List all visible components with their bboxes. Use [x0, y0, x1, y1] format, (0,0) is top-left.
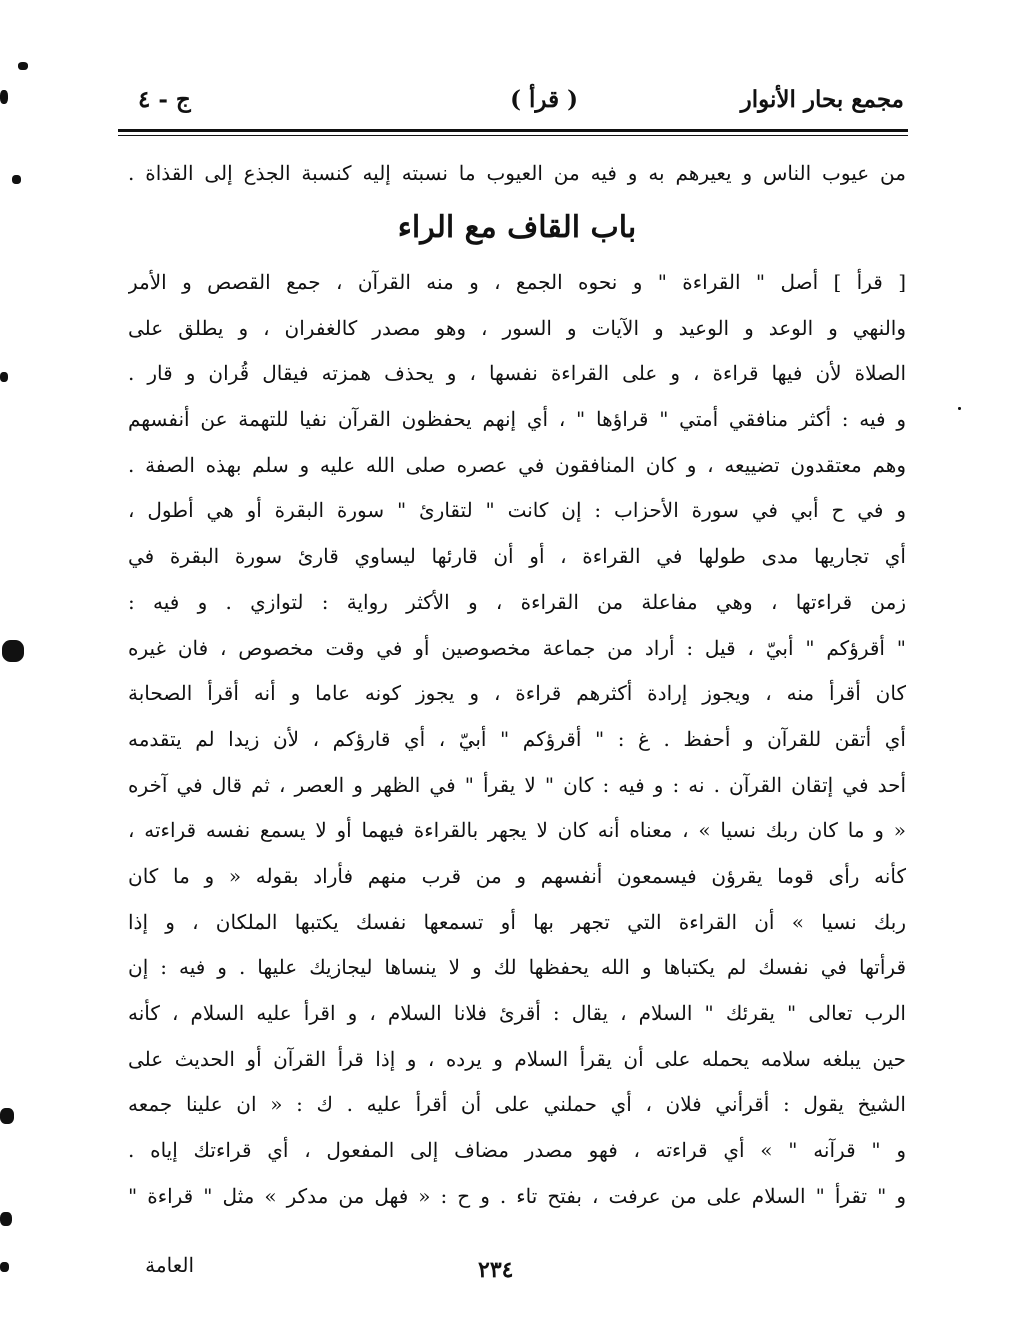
margin-speck: [2, 640, 24, 662]
page-footer: [118, 1253, 908, 1293]
text-line: كأنه رأى قوما يقرؤن فيسمعون أنفسهم و من قرب منهم فأراد بقوله « و ما كان: [128, 863, 906, 888]
text-line: حين يبلغه سلامه يحمله على أن يقرأ السلام و يرده ، و إذا قرأ القرآن أو الحديث على: [128, 1046, 906, 1071]
text-line: أحد في إتقان القرآن . نه : و فيه : كان " لا يقرأ " في الظهر و العصر ، ثم قال في آخره: [128, 772, 906, 797]
page-number: ٢٣٤: [478, 1257, 514, 1283]
volume-label: ج - ٤: [138, 86, 191, 113]
text-line: الصلاة لأن فيها قراءة ، و على القراءة نفسها ، و يحذف همزته فيقال قُران و قار .: [128, 361, 906, 386]
margin-speck: [0, 372, 8, 382]
text-line: و في ح أبي في سورة الأحزاب : إن كانت " لتقارئ " سورة البقرة أو هي أطول ،: [128, 498, 906, 523]
margin-speck: [0, 1262, 9, 1272]
text-line: كان أقرأ منه ، ويجوز إرادة أكثرهم قراءة ، و يجوز كونه عاما و أنه أقرأ الصحابة: [128, 681, 906, 706]
header-rule-thin: [118, 135, 908, 136]
header-rule: [118, 129, 908, 132]
margin-speck: [0, 1108, 14, 1124]
text-line: و " قرآنه " » أي قراءته ، فهو مصدر مضاف إلى المفعول ، أي قراءتك إياه .: [128, 1138, 906, 1163]
text-line: الرب تعالى " يقرئك " السلام ، يقال : أقرئ فلانا السلام ، و اقرأ عليه السلام ، كأنه: [128, 1001, 906, 1025]
text-line: من عيوب الناس و يعيرهم به و فيه من العيوب ما نسبته إليه كنسبة الجذع إلى القذاة .: [128, 161, 906, 185]
text-line: والنهي و الوعد و الوعيد و الآيات و السور ، وهو مصدر كالغفران ، و يطلق على: [128, 315, 906, 340]
text-line: أي أتقن للقرآن و أحفظ . غ : " أقرؤكم " أبيّ ، أي قارؤكم ، لأن زيدا لم يتقدمه: [128, 726, 906, 751]
text-line: « و ما كان ربك نسيا » ، معناه أنه كان لا يجهر بالقراءة فيهما أو لا يسمع نفسه قراءته ،: [128, 818, 906, 843]
text-line: زمن قراءتها ، وهي مفاعلة من القراءة ، و الأكثر رواية : لتوازي . و فيه :: [128, 589, 906, 614]
text-line: و فيه : أكثر منافقي أمتي " قراؤها " ، أي إنهم يحفظون القرآن نفيا للتهمة عن أنفسهم: [128, 407, 906, 432]
text-line: و " تقرأ " السلام على من عرفت ، بفتح تاء . و ح : « فهل من مدكر » مثل " قراءة ": [128, 1183, 906, 1208]
text-line: " أقرؤكم " أبيّ ، قيل : أراد من جماعة مخصوصين أو في وقت مخصوص ، فان غيره: [128, 635, 906, 660]
section-title: باب القاف مع الراء: [397, 210, 637, 245]
body-text: [128, 150, 906, 1219]
text-line: أي تجاريها مدى طولها في القراءة ، أو أن قارئها ليساوي قارئ سورة البقرة في: [128, 544, 906, 569]
text-line: [ قرأ ] أصل " القراءة " و نحوه الجمع ، و منه القرآن ، جمع القصص و الأمر: [128, 270, 906, 294]
text-line: قرأتها في نفسك لم يكتباها و الله يحفظها لك و لا ينساها ليجازيك عليها . و فيه : إن: [128, 955, 906, 980]
margin-speck: [958, 407, 961, 410]
margin-speck: [18, 62, 28, 70]
book-title: مجمع بحار الأنوار: [740, 86, 904, 113]
text-line: الشيخ يقول : أقرأني فلان ، أي حملني على أن أقرأ عليه . ك : « ان علينا جمعه: [128, 1092, 906, 1117]
catchword: العامة: [145, 1253, 194, 1277]
text-line: ربك نسيا » أن القراءة التي تجهر بها أو تسمعها نفسك يكتبها الملكان ، و إذا: [128, 909, 906, 934]
margin-speck: [12, 175, 21, 184]
root-word: ( قرأ ): [510, 86, 578, 113]
margin-speck: [0, 90, 8, 104]
margin-speck: [0, 1212, 12, 1226]
text-line: وهم معتقدون تضييعه ، و كان المنافقون في عصره صلى الله عليه و سلم بهذه الصفة .: [128, 452, 906, 477]
running-header: [118, 80, 908, 128]
